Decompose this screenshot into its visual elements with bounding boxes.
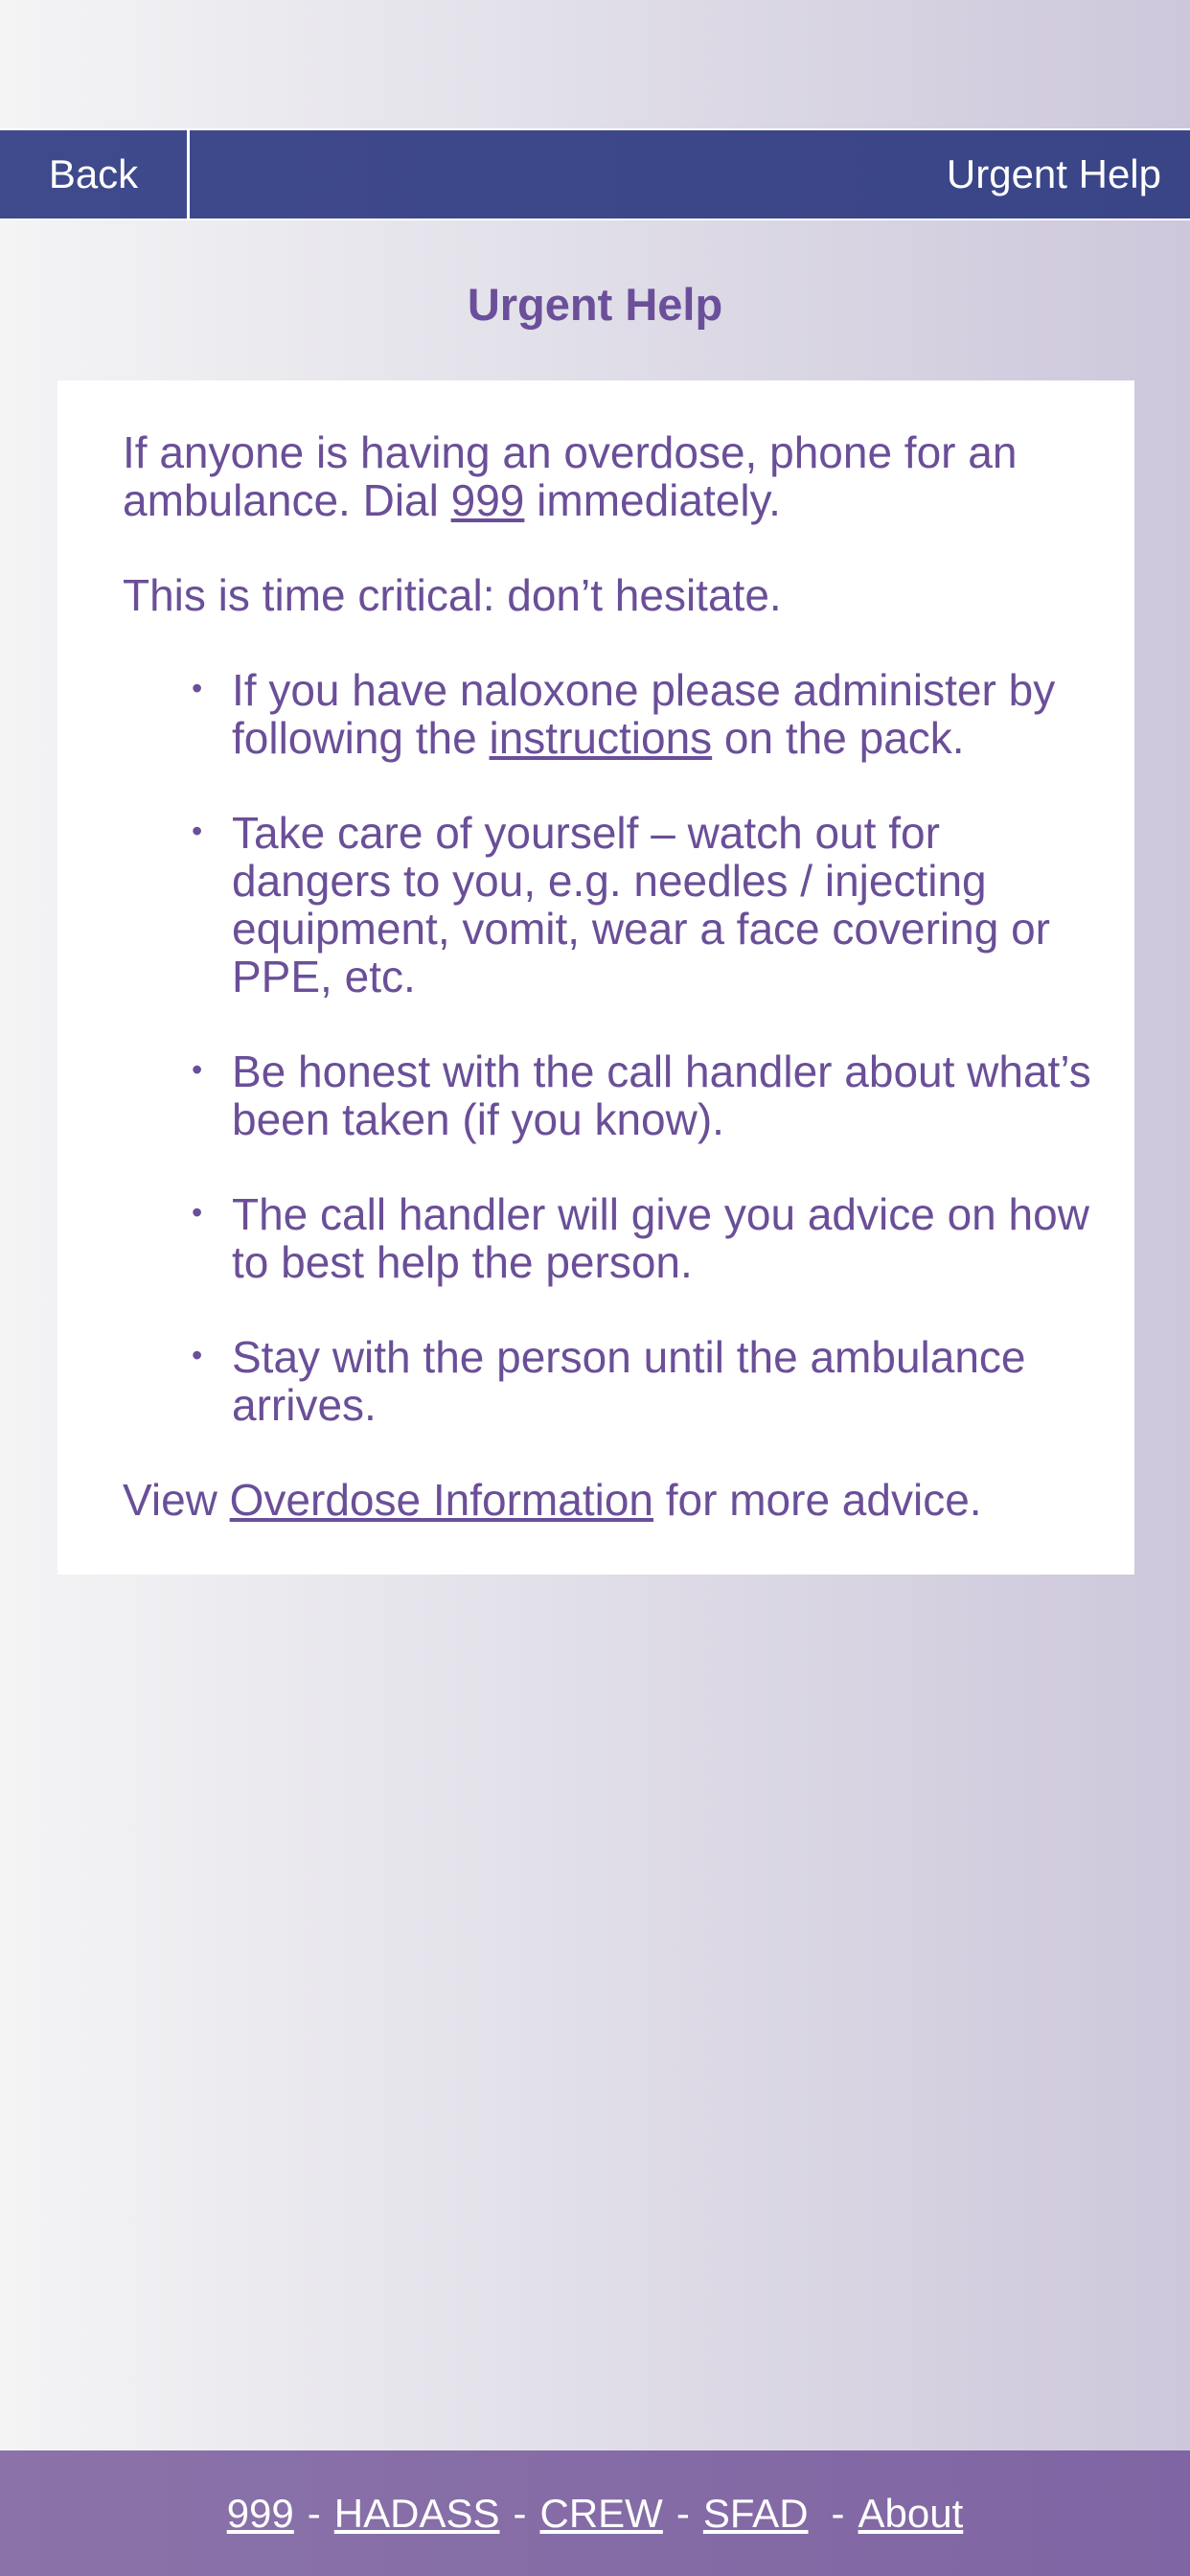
naloxone-text: If you have naloxone please administer by following the	[232, 665, 1056, 763]
instructions-link[interactable]: instructions	[489, 713, 713, 763]
list-item-stay: • Stay with the person until the ambulance arrives.	[192, 1333, 1096, 1429]
intro-text-end: immediately.	[524, 475, 781, 525]
top-nav-bar	[0, 128, 1190, 220]
dial-999-link[interactable]: 999	[450, 475, 525, 525]
footer-link-sfad[interactable]: SFAD	[702, 2490, 809, 2536]
footer-link-about[interactable]: About	[858, 2490, 964, 2536]
view-more-paragraph	[123, 1476, 1096, 1524]
footer-bar	[0, 2450, 1190, 2576]
list-item-honest: • Be honest with the call handler about what’s been taken (if you know).	[192, 1047, 1096, 1143]
footer-separator: -	[675, 2490, 690, 2536]
back-button[interactable]: Back	[0, 130, 190, 218]
time-critical-text: This is time critical: don’t hesitate.	[123, 570, 782, 620]
footer-separator: -	[831, 2490, 845, 2536]
page-title: Urgent Help	[467, 279, 723, 330]
nav-title: Urgent Help	[946, 151, 1161, 196]
view-text: View	[123, 1475, 230, 1525]
footer-separator: -	[513, 2490, 527, 2536]
list-item-advice: • The call handler will give you advice on how to best help the person.	[192, 1190, 1096, 1286]
naloxone-text-end: on the pack.	[712, 713, 965, 763]
content-card	[57, 380, 1134, 1575]
list-item-self-care: • Take care of yourself – watch out for dangers to you, e.g. needles / injecting equipment, vomit, wear a face covering or PPE, etc.	[192, 809, 1096, 1000]
overdose-information-link[interactable]: Overdose Information	[229, 1475, 653, 1525]
footer-link-999[interactable]: 999	[226, 2490, 294, 2536]
intro-paragraph	[123, 428, 1096, 524]
footer-link-crew[interactable]: CREW	[539, 2490, 663, 2536]
intro-text: If anyone is having an overdose, phone for an ambulance. Dial	[123, 427, 1018, 525]
footer-link-hadass[interactable]: HADASS	[333, 2490, 500, 2536]
instructions-list	[123, 666, 1096, 1429]
footer-separator: -	[307, 2490, 321, 2536]
list-item-naloxone	[192, 666, 1096, 762]
view-text-end: for more advice.	[652, 1475, 982, 1525]
